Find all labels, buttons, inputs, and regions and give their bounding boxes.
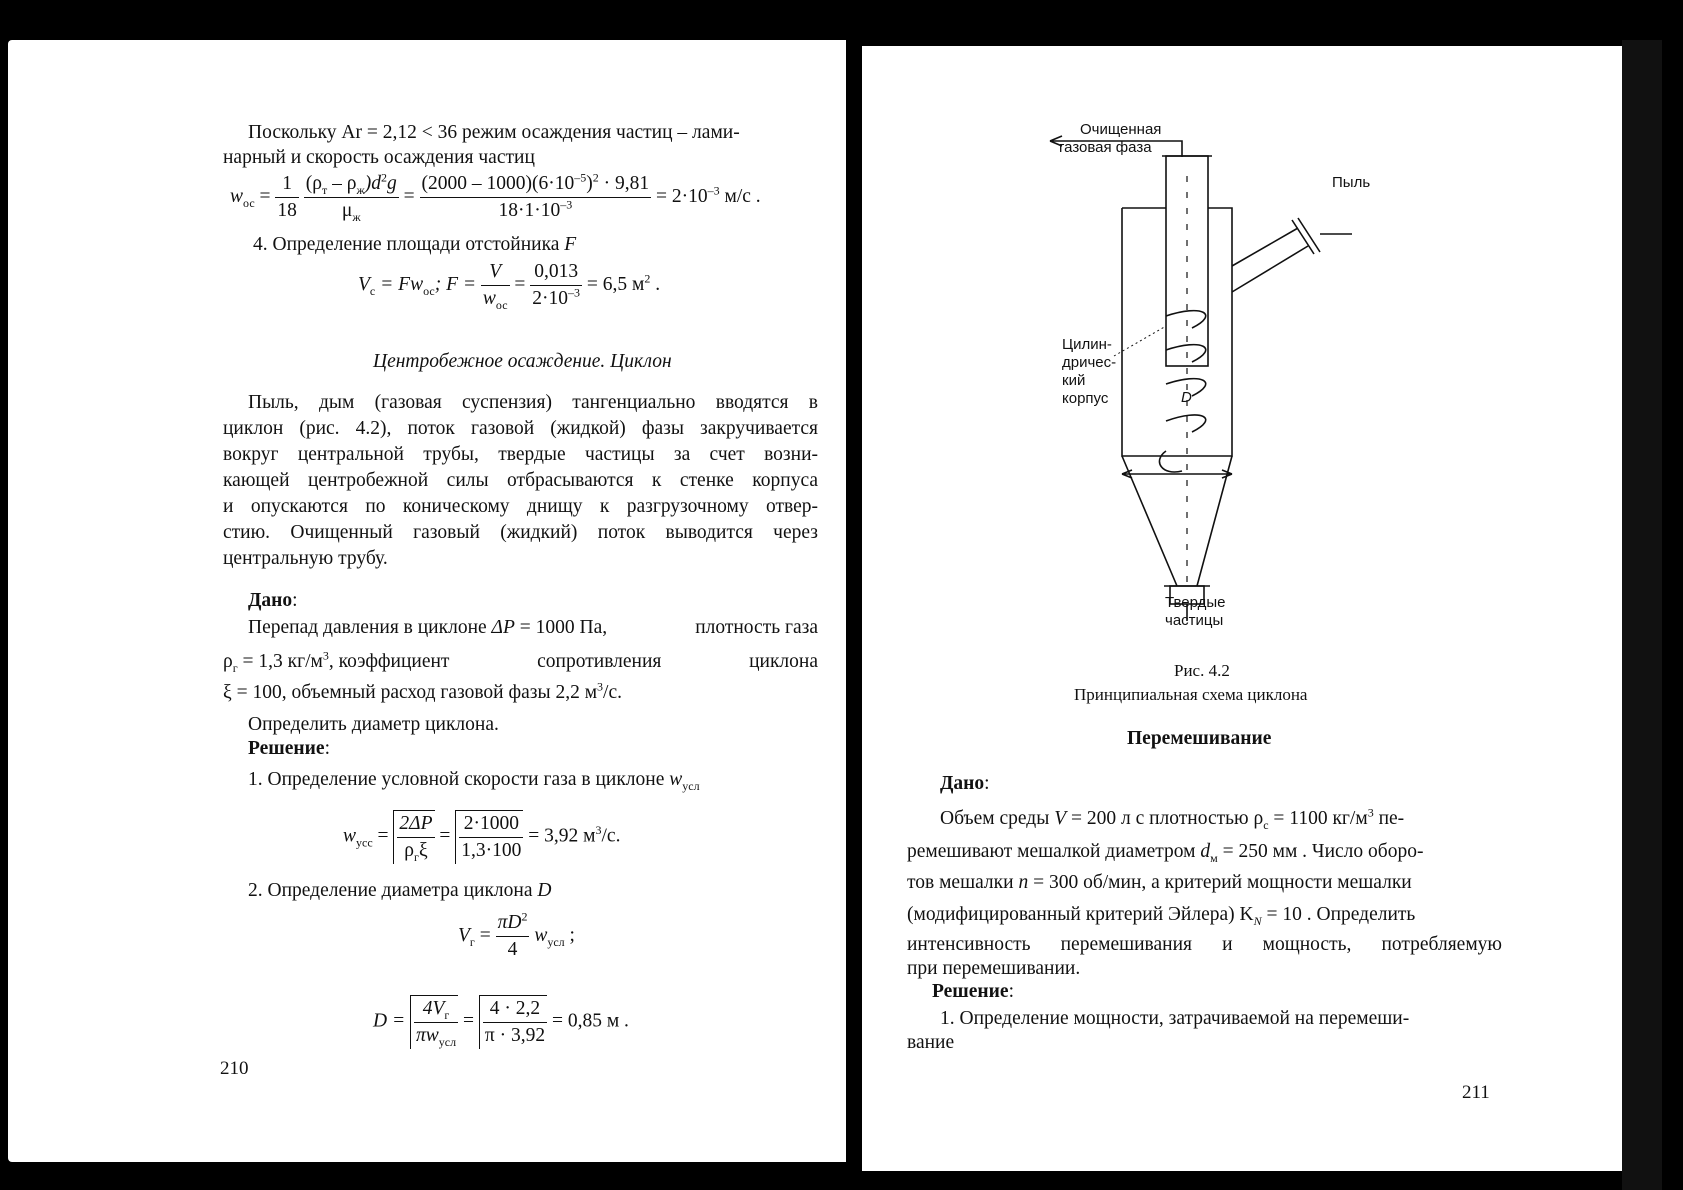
section-title-mixing: Перемешивание [1127,728,1272,749]
fig-label-body-1: Цилин- [1062,336,1112,353]
mixing-line6: при перемешивании. [907,958,1081,979]
fig-label-diameter: D [1181,389,1192,406]
mixing-line2: ремешивают мешалкой диаметром $d_м = 250$ мм . Число оборо- [907,841,1424,865]
fig-label-dust: Пыль [1332,174,1371,191]
page-number-right: 211 [1462,1082,1490,1103]
para-laminar-line2: нарный и скорость осаждения частиц [223,147,535,168]
para-cyclone-line2: циклон (рис. 4.2), поток газовой (жидкой) фазы закручивается [223,418,818,439]
book-spine-edge [1622,40,1662,1190]
given-label-right: Дано: [940,773,990,794]
step-1-power: 1. Определение мощности, затрачиваемой на перемеши- [940,1008,1410,1029]
fig-label-solids-1: Твердые [1165,594,1226,611]
fig-label-body-3: кий [1062,372,1086,389]
fig-label-body-4: корпус [1062,390,1109,407]
para-cyclone-line4: кающей центробежной силы отбрасываются к стенке корпуса [223,470,818,491]
figure-caption-text: Принципиальная схема циклона [1074,685,1308,704]
fig-label-clean-gas-2: газовая фаза [1059,139,1152,156]
mixing-line3: тов мешалки n = 300 об/мин, а критерий мощности мешалки [907,872,1412,893]
para-cyclone-line3: вокруг центральной трубы, твердые частицы за счет возни- [223,444,818,465]
step-1-gas-velocity: 1. Определение условной скорости газа в циклоне $w_{усл}$ [248,769,700,793]
solution-label: Решение: [248,738,330,759]
given-label: Дано: [248,590,298,611]
figure-caption-number: Рис. 4.2 [1174,661,1230,680]
given-line2: $\rho_г = 1,3$ $кг/м^3$, коэффициент сопротивления циклона [223,648,818,675]
step-1-power-cont: вание [907,1032,955,1053]
section-title-cyclone: Центробежное осаждение. Циклон [373,351,672,372]
mixing-line4: (модифицированный критерий Эйлера) $K_N = 10$ . Определить [907,904,1416,928]
cylindrical-body [1122,208,1232,456]
left-page [8,40,846,1162]
given-line1: Перепад давления в циклоне ΔP = 1000 Па, плотность газа [248,617,818,638]
right-page [862,46,1622,1171]
solution-label-right: Решение: [932,981,1014,1002]
conical-bottom [1122,456,1232,586]
mixing-line5: интенсивность перемешивания и мощность, потребляемую [907,934,1502,955]
formula-settling-velocity: $w_{ос}$ = $\frac{1}{18}$ $\frac{(\rho_т - \rho_ж)d^2g}{\mu_ж}$ = $\frac{(2000 - 1000)(6\cdot 10^{-5})^2 \cdot 9,81}{18\cdot 1\cdot 10^{-3}}$ = $2\cdot 10^{-3}$ м/с . [230,170,761,224]
task-statement: Определить диаметр циклона. [248,714,499,735]
para-cyclone-line5: и опускаются по коническому днищу к разгрузочному отвер- [223,496,818,517]
mixing-line1: Объем среды V = 200 л с плотностью $\rho_с = 1100$ $кг/м^3$ пе- [940,805,1405,832]
formula-volume-flow: $V_г$ = $\frac{\pi D^2}{4}$ $w_{усл}$ ; [458,909,575,960]
item-4-settler-area: 4. Определение площади отстойника F [253,234,577,255]
step-2-diameter: 2. Определение диаметра циклона D [248,880,552,901]
fig-label-clean-gas: Очищенная [1080,121,1162,138]
page-number-left: 210 [220,1058,249,1079]
given-line3: ξ = 100, объемный расход газовой фазы 2,2 $м^3/с$. [223,679,622,703]
para-cyclone-line6: стию. Очищенный газовый (жидкий) поток выводится через [223,522,818,543]
fig-label-body-2: дричес- [1062,354,1117,371]
dust-inlet [1232,228,1308,292]
para-laminar-line1: Поскольку Ar = 2,12 < 36 режим осаждения частиц – лами- [248,122,740,143]
formula-settler-area: $V_с = Fw_{ос}$; F = $\frac{V}{w_{ос}}$ = $\frac{0,013}{2\cdot 10^{-3}}$ = 6,5 $м^2$ . [358,261,661,312]
para-cyclone-line7: центральную трубу. [223,548,388,569]
fig-label-solids-2: частицы [1165,612,1224,629]
para-cyclone-line1: Пыль, дым (газовая суспензия) тангенциально вводятся в [248,392,818,413]
formula-conditional-velocity: $w_{усс}$ = $\frac{2\Delta P}{\rho_г\xi}$ = $\frac{2\cdot 1000}{1,3\cdot 100}$ = 3,92 $м^3/с$. [343,810,620,864]
formula-diameter: D = $\frac{4V_г}{\pi w_{усл}}$ = $\frac{4 \cdot 2,2}{\pi \cdot 3,92}$ = 0,85 м . [373,995,629,1049]
